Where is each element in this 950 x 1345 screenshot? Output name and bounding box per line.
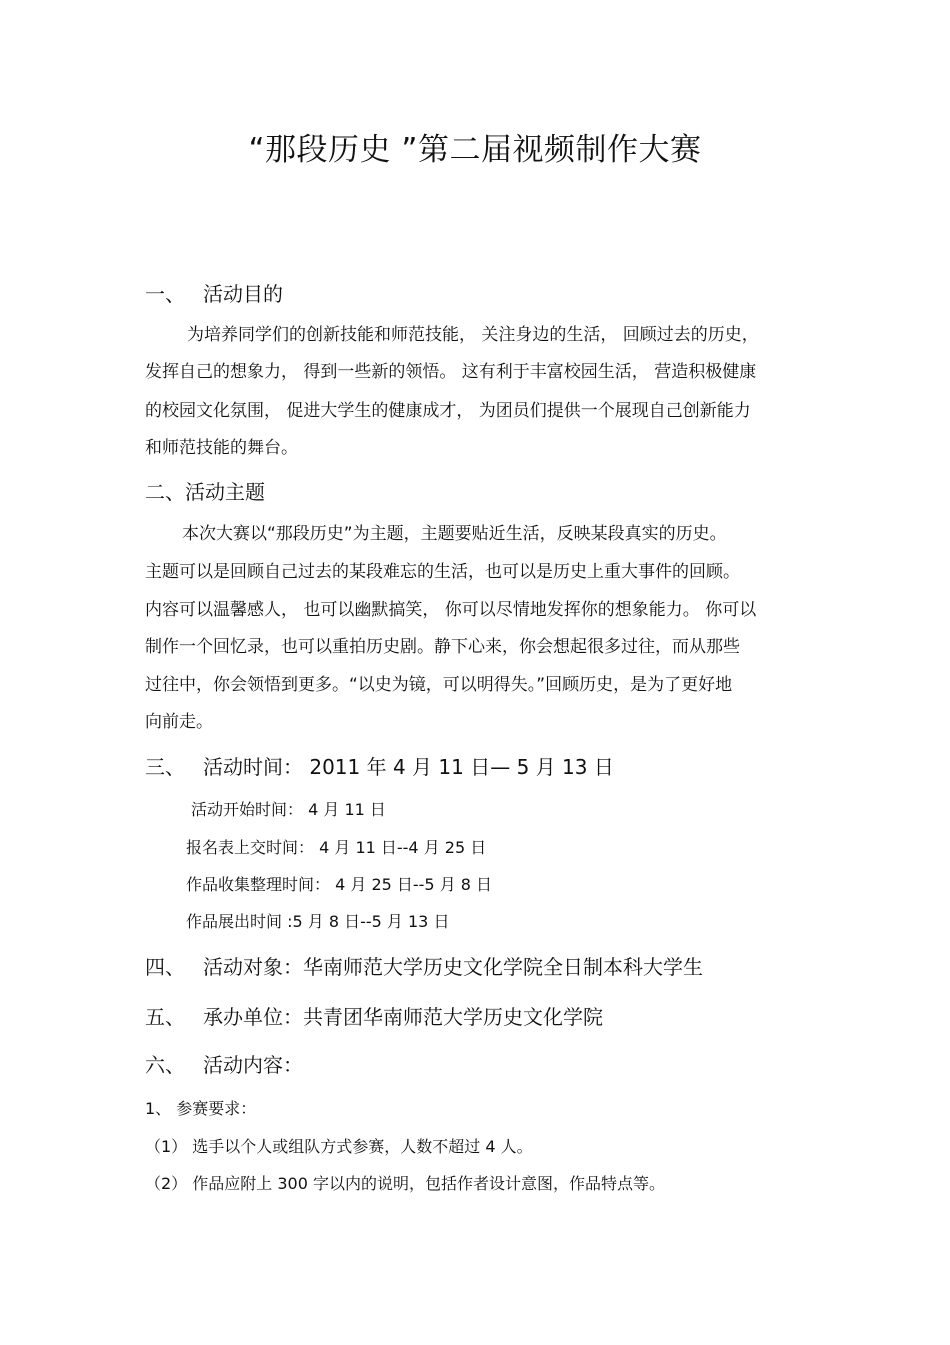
- section-5-heading: [145, 1005, 603, 1029]
- section-4-title: 活动对象：华南师范大学历史文化学院全日制本科大学生: [203, 955, 703, 979]
- section-3-heading: [145, 755, 614, 779]
- section-2-line-1: 本次大赛以“那段历史”为主题，主题要贴近生活，反映某段真实的历史。: [182, 524, 727, 544]
- section-3-item-2: 报名表上交时间： 4 月 11 日--4 月 25 日: [186, 838, 487, 857]
- section-6-item-1: （1） 选手以个人或组队方式参赛，人数不超过 4 人。: [145, 1137, 533, 1156]
- section-5-number: 五、: [145, 1005, 185, 1029]
- document-title: “那段历史 ”第二届视频制作大赛: [248, 132, 702, 168]
- section-1-line-3: 的校园文化氛围， 促进大学生的健康成才， 为团员们提供一个展现自己创新能力: [145, 401, 751, 421]
- section-3-number: 三、: [145, 755, 185, 779]
- section-1-heading: [145, 282, 283, 306]
- section-6-item-2: （2） 作品应附上 300 字以内的说明，包括作者设计意图，作品特点等。: [145, 1174, 665, 1193]
- section-3-item-3: 作品收集整理时间： 4 月 25 日--5 月 8 日: [186, 875, 493, 894]
- section-2-line-4: 制作一个回忆录，也可以重拍历史剧。静下心来，你会想起很多过往，而从那些: [145, 637, 740, 657]
- section-1-number: 一、: [145, 282, 185, 306]
- section-4-heading: [145, 955, 703, 979]
- section-5-title: 承办单位：共青团华南师范大学历史文化学院: [203, 1005, 603, 1029]
- section-2-line-5: 过往中，你会领悟到更多。“以史为镜，可以明得失。”回顾历史，是为了更好地: [145, 675, 733, 695]
- section-2-line-3: 内容可以温馨感人， 也可以幽默搞笑， 你可以尽情地发挥你的想象能力。 你可以: [145, 600, 757, 620]
- section-6-number: 六、: [145, 1053, 185, 1077]
- section-4-number: 四、: [145, 955, 185, 979]
- section-3-item-1: 活动开始时间： 4 月 11 日: [191, 800, 386, 819]
- section-3-item-4: 作品展出时间 :5 月 8 日--5 月 13 日: [186, 912, 450, 931]
- section-1-title: 活动目的: [203, 282, 283, 306]
- section-1-line-2: 发挥自己的想象力， 得到一些新的领悟。 这有利于丰富校园生活， 营造积极健康: [145, 362, 757, 382]
- section-2-line-6: 向前走。: [145, 712, 213, 732]
- section-1-line-1: 为培养同学们的创新技能和师范技能， 关注身边的生活， 回顾过去的历史，: [187, 325, 759, 345]
- section-6-title: 活动内容：: [203, 1053, 303, 1077]
- section-3-title: 活动时间： 2011 年 4 月 11 日— 5 月 13 日: [203, 755, 614, 779]
- section-6-heading: [145, 1053, 303, 1077]
- section-2-line-2: 主题可以是回顾自己过去的某段难忘的生活，也可以是历史上重大事件的回顾。: [145, 562, 740, 582]
- section-1-line-4: 和师范技能的舞台。: [145, 438, 298, 458]
- section-2-heading: 二、活动主题: [145, 480, 265, 504]
- section-6-subheading: 1、 参赛要求：: [145, 1099, 257, 1118]
